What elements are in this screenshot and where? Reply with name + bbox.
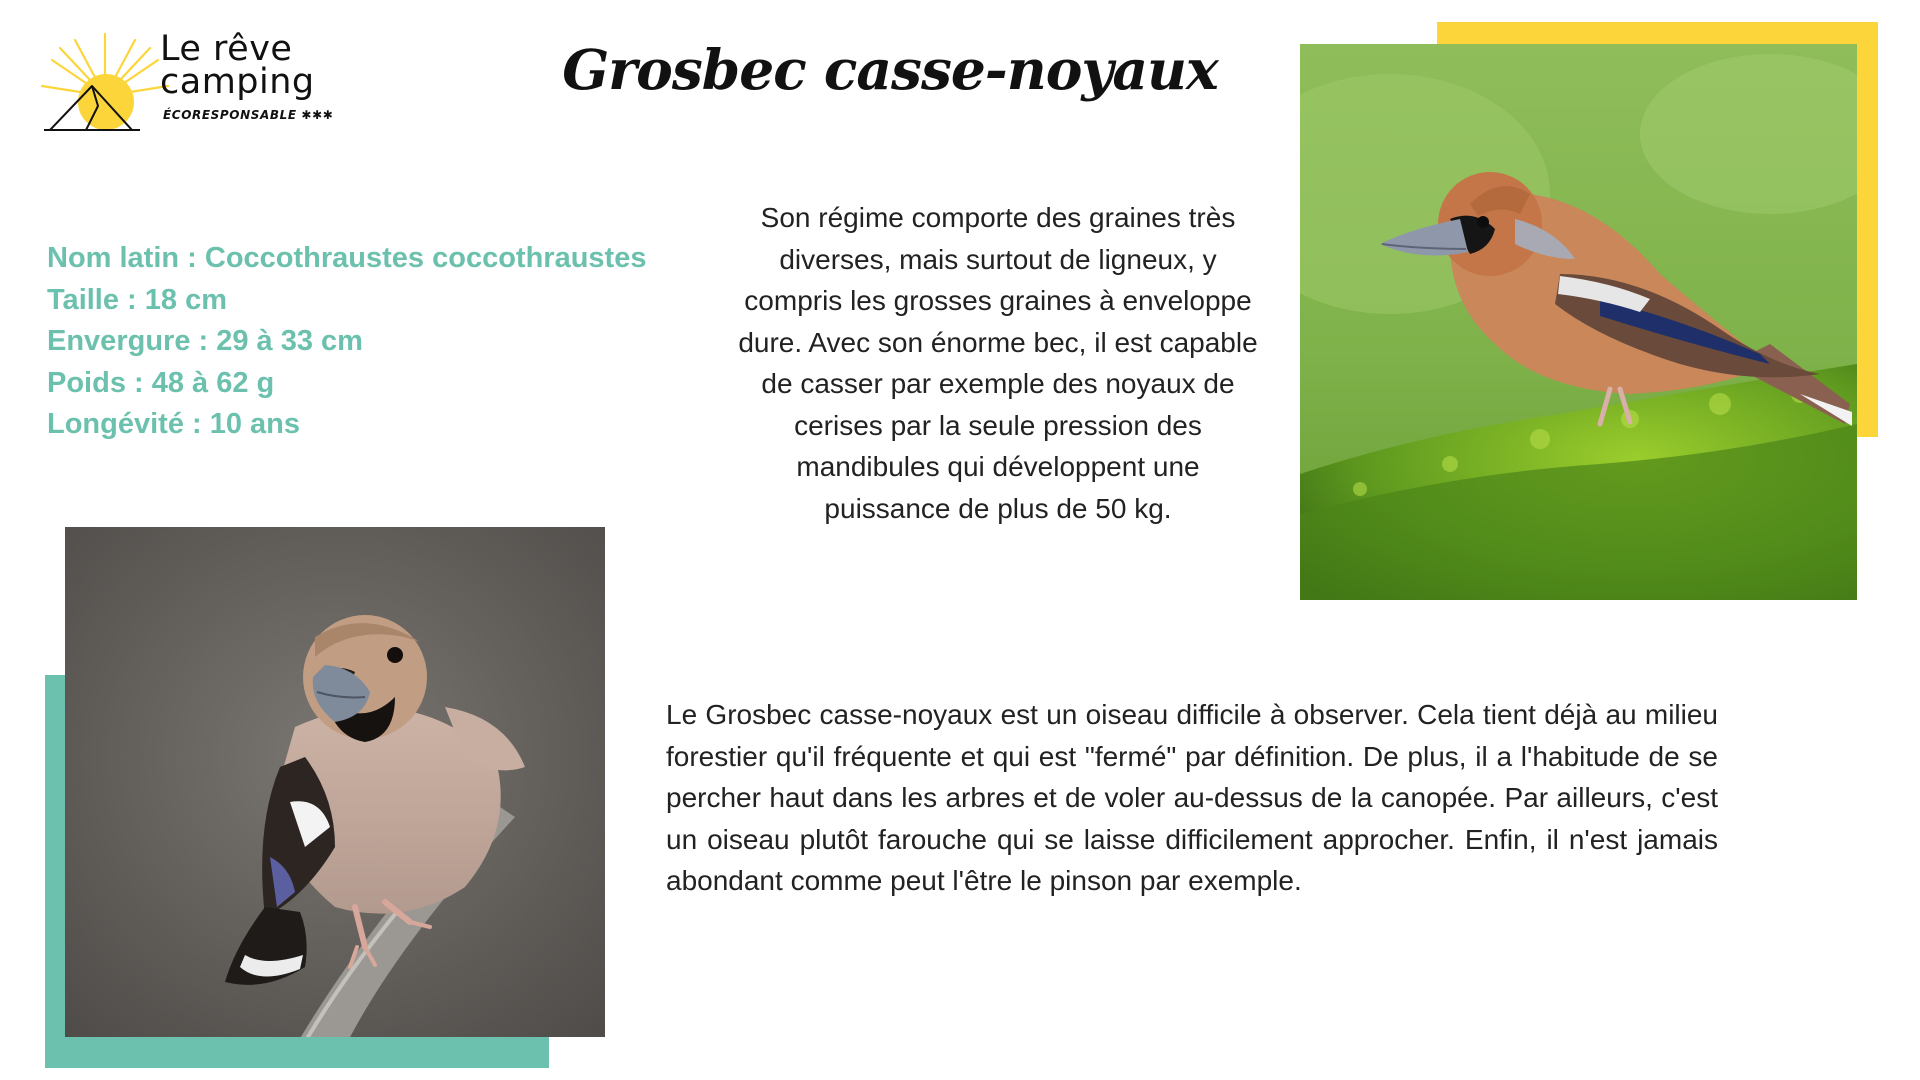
fact-weight: Poids : 48 à 62 g — [47, 366, 275, 399]
hawfinch-on-branch-image — [65, 527, 605, 1037]
logo-text-line1: Le rêve — [160, 29, 293, 69]
fact-longevity: Longévité : 10 ans — [47, 408, 301, 440]
photo-hawfinch-moss — [1300, 44, 1857, 600]
photo-hawfinch-branch — [65, 527, 605, 1037]
camping-logo — [40, 26, 360, 136]
fact-latin-name: Nom latin : Coccothraustes coccothraustes — [47, 242, 647, 274]
observation-paragraph: Le Grosbec casse-noyaux est un oiseau difficile à observer. Cela tient déjà au milieu forestier qu'il fréquente et qui est "fermé" par définition. De plus, il a l'habitude de se percher haut dans les arbres et de voler au-dessus de la canopée. Par ailleurs, c'est un oiseau plutôt farouche qui se laisse difficilement approcher. Enfin, il n'est jamais abondant comme peut l'être le pinson par exemple. — [666, 699, 1718, 896]
sun-tent-logo-icon — [40, 26, 170, 136]
logo-text-line2: camping — [160, 62, 315, 102]
fact-size: Taille : 18 cm — [47, 283, 227, 316]
diet-paragraph: Son régime comporte des graines très diverses, mais surtout de ligneux, y compris les grosses graines à enveloppe dure. Avec son énorme bec, il est capable de casser par exemple des noyaux de cerises par la seule pression des mandibules qui développent une puissance de plus de 50 kg. — [738, 202, 1258, 524]
fact-wingspan: Envergure : 29 à 33 cm — [47, 325, 363, 357]
species-facts — [47, 238, 646, 446]
hawfinch-on-moss-image — [1300, 44, 1857, 600]
logo-tagline: ÉCORESPONSABLE ✱✱✱ — [163, 108, 334, 122]
page-title: Grosbec casse-noyaux — [562, 37, 1218, 102]
